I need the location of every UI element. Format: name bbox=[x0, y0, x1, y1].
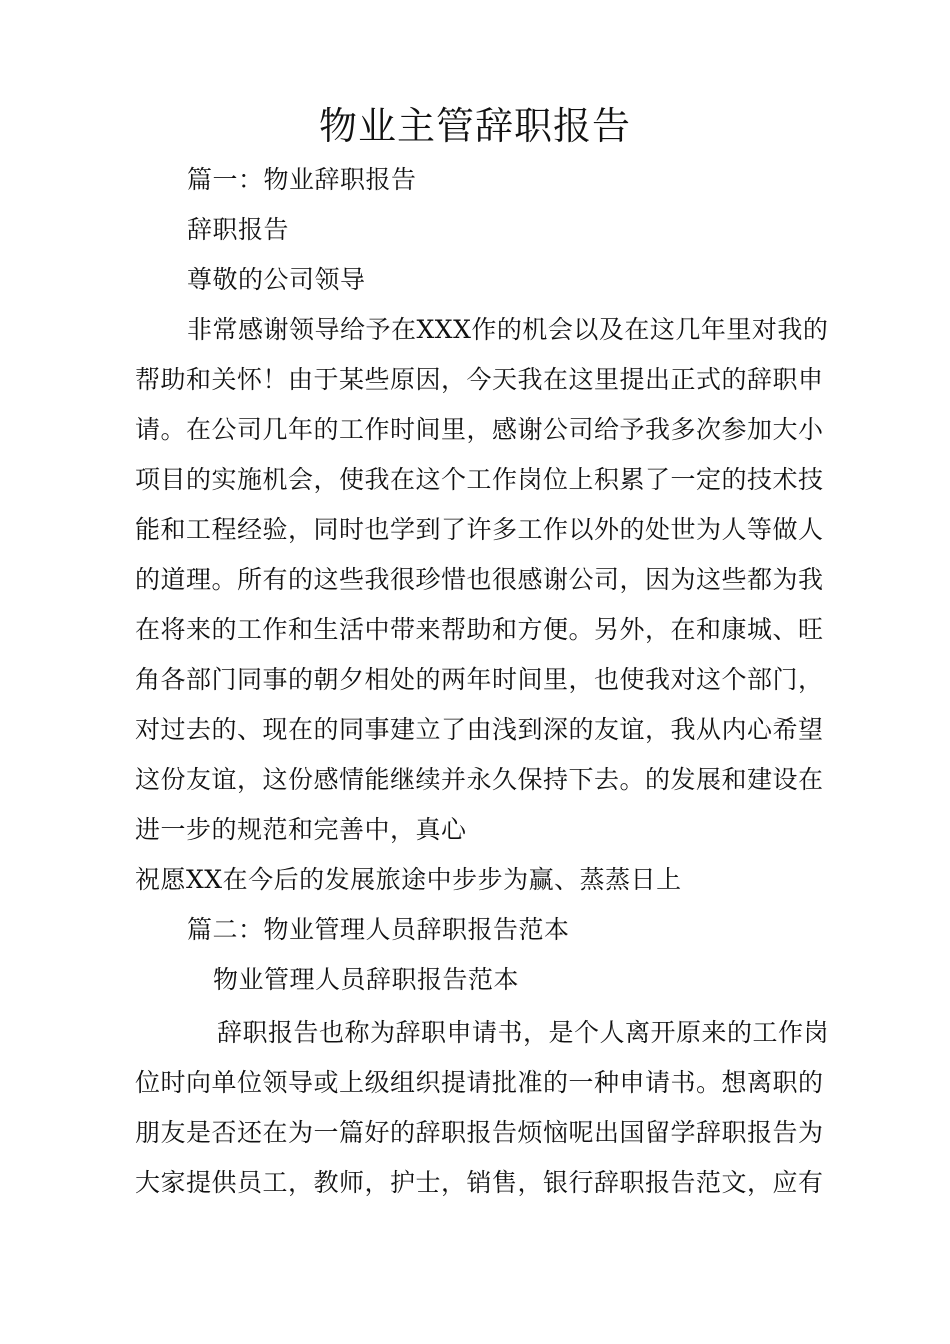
paragraph-line: 对过去的、现在的同事建立了由浅到深的友谊，我从内心希望 bbox=[135, 715, 824, 744]
paragraph-line: 的道理。所有的这些我很珍惜也很感谢公司，因为这些都为我 bbox=[135, 565, 824, 594]
paragraph-line: 请。在公司几年的工作时间里，感谢公司给予我多次参加大小 bbox=[135, 415, 824, 444]
paragraph-line: 非常感谢领导给予在XXX作的机会以及在这几年里对我的 bbox=[187, 315, 829, 344]
document-title: 物业主管辞职报告 bbox=[318, 104, 631, 148]
section2-heading: 篇二：物业管理人员辞职报告范本 bbox=[187, 915, 570, 944]
wish-line: 祝愿XX在今后的发展旅途中步步为赢、蒸蒸日上 bbox=[135, 865, 682, 894]
sub-heading: 辞职报告 bbox=[187, 215, 290, 244]
paragraph-line: 大家提供员工，教师，护士，销售，银行辞职报告范文，应有 bbox=[135, 1168, 824, 1197]
section2-subtitle: 物业管理人员辞职报告范本 bbox=[213, 965, 520, 994]
paragraph-line: 这份友谊，这份感情能继续并永久保持下去。的发展和建设在 bbox=[135, 765, 824, 794]
paragraph-line: 位时向单位领导或上级组织提请批准的一种申请书。想离职的 bbox=[135, 1068, 824, 1097]
paragraph-line: 角各部门同事的朝夕相处的两年时间里，也使我对这个部门， bbox=[135, 665, 824, 694]
paragraph-line: 项目的实施机会，使我在这个工作岗位上积累了一定的技术技 bbox=[135, 465, 824, 494]
paragraph-line: 进一步的规范和完善中，真心 bbox=[135, 815, 467, 844]
section1-heading: 篇一：物业辞职报告 bbox=[187, 165, 417, 194]
paragraph-line: 帮助和关怀！由于某些原因，今天我在这里提出正式的辞职申 bbox=[135, 365, 824, 394]
paragraph-line: 朋友是否还在为一篇好的辞职报告烦恼呢出国留学辞职报告为 bbox=[135, 1118, 824, 1147]
salutation: 尊敬的公司领导 bbox=[187, 265, 366, 294]
paragraph-line: 能和工程经验，同时也学到了许多工作以外的处世为人等做人 bbox=[135, 515, 824, 544]
paragraph-line: 在将来的工作和生活中带来帮助和方便。另外，在和康城、旺 bbox=[135, 615, 824, 644]
paragraph-line: 辞职报告也称为辞职申请书，是个人离开原来的工作岗 bbox=[217, 1018, 830, 1047]
